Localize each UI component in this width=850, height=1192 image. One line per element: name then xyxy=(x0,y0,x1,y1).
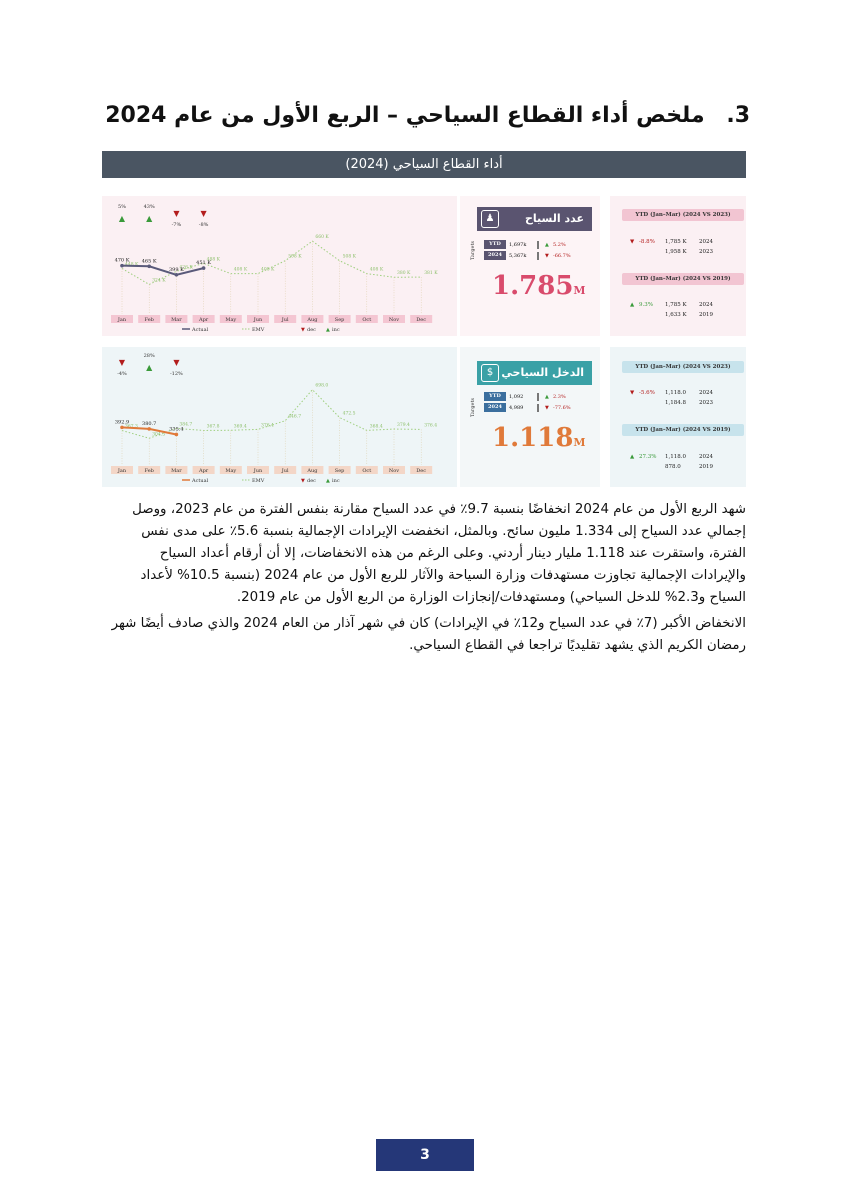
up-arrow-icon: ▲ xyxy=(146,214,153,223)
down-arrow-icon: ▼ xyxy=(200,209,207,218)
tourists-title: عدد السياح xyxy=(525,212,584,225)
legend-label: EMV xyxy=(252,478,265,484)
tourists-kpi-header xyxy=(477,207,592,231)
change-label: -12% xyxy=(169,371,183,377)
down-arrow-icon: ▼ xyxy=(630,239,635,245)
change-label: -4% xyxy=(117,371,127,377)
target-pct: -66.7% xyxy=(553,252,571,259)
month-label: May xyxy=(225,317,237,323)
revenue-panel xyxy=(102,347,746,487)
target-row xyxy=(484,240,575,249)
target-pct: 5.2% xyxy=(553,241,566,248)
ytd-value: 1,633 K xyxy=(665,312,687,318)
revenue-total-unit: M xyxy=(573,436,586,449)
tourists-chart xyxy=(102,196,457,336)
actual-data-label: 465 K xyxy=(141,258,157,265)
emv-data-label: 376.4 xyxy=(261,423,274,429)
ytd-year: 2019 xyxy=(699,312,713,318)
up-arrow-icon: ▲ xyxy=(146,363,153,372)
legend-label: Actual xyxy=(192,478,209,484)
down-arrow-icon: ▼ xyxy=(630,390,635,396)
actual-data-label: 470 K xyxy=(114,257,130,264)
target-value: 1,697k xyxy=(509,241,527,248)
change-label: -7% xyxy=(171,222,182,228)
target-label: 2024 xyxy=(484,251,506,260)
emv-data-label: 384.7 xyxy=(179,422,193,428)
down-arrow-icon: ▼ xyxy=(173,358,180,367)
ytd-year: 2024 xyxy=(699,302,713,308)
down-arrow-icon: ▼ xyxy=(118,358,126,367)
legend-label: dec xyxy=(307,327,316,333)
revenue-kpi-header xyxy=(477,361,592,385)
month-label: Aug xyxy=(307,317,318,323)
emv-data-label: 472.5 xyxy=(342,411,356,417)
month-label: Mar xyxy=(171,317,182,323)
month-label: Jun xyxy=(253,468,263,474)
tourists-total xyxy=(492,271,586,301)
tourists-targets-table xyxy=(484,240,575,262)
ytd-year: 2024 xyxy=(699,454,713,460)
targets-label: Targets xyxy=(470,397,476,417)
emv-data-label: 379.4 xyxy=(397,423,410,429)
month-label: Jul xyxy=(281,468,289,474)
target-row xyxy=(484,251,575,260)
targets-label: Targets xyxy=(470,240,476,260)
emv-data-label: 367.8 xyxy=(206,424,220,430)
emv-data-label: 381 K xyxy=(424,271,438,277)
ytd-year: 2023 xyxy=(699,400,713,406)
ytd-pct: -8.8% xyxy=(639,239,655,245)
ytd-2023-title: YTD (Jan–Mar) (2024 VS 2023) xyxy=(622,361,744,373)
month-label: Nov xyxy=(388,317,400,323)
emv-data-label: 408 K xyxy=(233,267,248,273)
legend-label: inc xyxy=(332,478,340,484)
target-pct: 2.3% xyxy=(553,393,566,400)
month-label: Jan xyxy=(117,468,127,474)
ytd-2019-title: YTD (Jan–Mar) (2024 VS 2019) xyxy=(622,273,744,285)
ytd-year: 2019 xyxy=(699,464,713,470)
revenue-total-value: 1.118 xyxy=(492,423,574,453)
emv-data-label: 408 K xyxy=(261,267,275,273)
month-label: Mar xyxy=(171,468,182,474)
up-arrow-icon: ▲ xyxy=(630,302,635,308)
legend-label: Actual xyxy=(192,327,209,333)
ytd-year: 2023 xyxy=(699,249,713,255)
actual-point xyxy=(175,433,179,437)
emv-data-label: 448 K xyxy=(125,262,139,268)
legend-inc-icon: ▲ xyxy=(326,327,330,333)
emv-data-label: 367.3 xyxy=(125,424,138,430)
month-label: Sep xyxy=(334,468,345,474)
target-row xyxy=(484,392,575,401)
up-arrow-icon: ▲ xyxy=(545,393,549,400)
target-value: 4,989 xyxy=(509,404,524,411)
legend-inc-icon: ▲ xyxy=(326,478,330,484)
actual-point xyxy=(147,427,151,431)
tourists-total-unit: M xyxy=(573,284,586,297)
legend-label: dec xyxy=(307,478,316,484)
month-label: Dec xyxy=(416,468,427,474)
section-heading xyxy=(105,103,750,128)
emv-data-label: 369.4 xyxy=(233,424,247,430)
emv-series-line xyxy=(122,390,421,439)
change-label: 28% xyxy=(143,353,155,359)
month-label: Oct xyxy=(362,317,372,323)
up-arrow-icon: ▲ xyxy=(118,214,126,223)
emv-data-label: 324 K xyxy=(152,278,166,284)
change-label: -8% xyxy=(198,222,209,228)
emv-data-label: 508 K xyxy=(288,254,302,260)
month-label: Jun xyxy=(253,317,263,323)
ytd-value: 1,184.8 xyxy=(665,400,686,406)
ytd-value: 1,958 K xyxy=(665,249,687,255)
actual-data-label: 399 K xyxy=(168,266,184,273)
emv-data-label: 488 K xyxy=(206,257,220,263)
month-label: May xyxy=(225,468,237,474)
target-label: YTD xyxy=(484,392,506,401)
change-label: 43% xyxy=(143,204,155,210)
emv-data-label: 376.4 xyxy=(424,423,438,429)
emv-data-label: 304.5 xyxy=(152,432,166,438)
money-icon: $ xyxy=(481,364,499,382)
tourists-panel xyxy=(102,196,746,336)
legend-label: EMV xyxy=(252,327,265,333)
ytd-year: 2024 xyxy=(699,390,713,396)
actual-point xyxy=(175,273,179,277)
up-arrow-icon: ▲ xyxy=(630,454,635,460)
revenue-chart xyxy=(102,347,457,487)
revenue-total xyxy=(492,423,586,453)
emv-data-label: 408 K xyxy=(369,267,384,273)
dashboard-banner: أداء القطاع السياحي (2024) xyxy=(102,151,746,178)
target-label: 2024 xyxy=(484,403,506,412)
emv-data-label: 368.4 xyxy=(369,424,383,430)
target-value: 5,367k xyxy=(509,252,527,259)
page-number: 3 xyxy=(376,1139,474,1171)
down-arrow-icon: ▼ xyxy=(545,252,549,259)
month-label: Nov xyxy=(388,468,400,474)
month-label: Feb xyxy=(144,468,154,474)
target-label: YTD xyxy=(484,240,506,249)
ytd-value: 1,118.0 xyxy=(665,454,686,460)
month-label: Oct xyxy=(362,468,372,474)
ytd-value: 878.0 xyxy=(665,464,681,470)
target-row xyxy=(484,403,575,412)
down-arrow-icon: ▼ xyxy=(545,404,549,411)
emv-series-line xyxy=(122,241,421,284)
ytd-2019-title: YTD (Jan–Mar) (2024 VS 2019) xyxy=(622,424,744,436)
actual-point xyxy=(147,264,151,268)
tourist-icon: ♟ xyxy=(481,210,499,228)
section-number: 3. xyxy=(726,103,750,128)
ytd-value: 1,785 K xyxy=(665,239,687,245)
ytd-pct: 9.3% xyxy=(639,302,653,308)
ytd-2019-data xyxy=(630,452,719,472)
ytd-pct: 27.3% xyxy=(639,454,657,460)
actual-data-label: 392.9 xyxy=(114,419,130,426)
month-label: Jul xyxy=(281,317,289,323)
ytd-year: 2024 xyxy=(699,239,713,245)
actual-point xyxy=(120,264,124,268)
revenue-targets-table xyxy=(484,392,575,414)
emv-data-label: 660 K xyxy=(315,235,329,241)
month-label: Jan xyxy=(117,317,127,323)
change-label: 5% xyxy=(118,204,126,210)
month-label: Apr xyxy=(198,317,209,323)
actual-point xyxy=(202,266,206,270)
ytd-2019-data xyxy=(630,300,719,320)
emv-data-label: 380 K xyxy=(397,271,411,277)
legend-dec-icon: ▼ xyxy=(301,327,305,333)
actual-data-label: 335.4 xyxy=(169,426,184,433)
legend-label: inc xyxy=(332,327,340,333)
target-pct: -77.6% xyxy=(553,404,571,411)
ytd-value: 1,118.0 xyxy=(665,390,686,396)
tourists-total-value: 1.785 xyxy=(492,271,574,301)
paragraph-march-decline: الانخفاض الأكبر (7٪ في عدد السياح و12٪ في الإيرادات) كان في شهر آذار من العام 2024 والذي صادف أيضًا شهر رمضان الكريم الذي يشهد تقليديًا تراجعا في القطاع السياحي. xyxy=(111,616,746,653)
target-value: 1,092 xyxy=(509,393,524,400)
ytd-2023-title: YTD (Jan–Mar) (2024 VS 2023) xyxy=(622,209,744,221)
actual-data-label: 380.7 xyxy=(142,420,157,427)
actual-point xyxy=(120,426,124,430)
emv-data-label: 508 K xyxy=(342,254,356,260)
revenue-title: الدخل السياحي xyxy=(501,366,584,379)
month-label: Apr xyxy=(198,468,209,474)
month-label: Dec xyxy=(416,317,427,323)
ytd-pct: -5.6% xyxy=(639,390,655,396)
actual-data-label: 451 K xyxy=(196,260,212,267)
month-label: Aug xyxy=(307,468,318,474)
down-arrow-icon: ▼ xyxy=(173,209,180,218)
month-label: Sep xyxy=(334,317,345,323)
ytd-value: 1,785 K xyxy=(665,302,687,308)
legend-dec-icon: ▼ xyxy=(301,478,305,484)
up-arrow-icon: ▲ xyxy=(545,241,549,248)
section-title: ملخص أداء القطاع السياحي – الربع الأول من عام 2024 xyxy=(105,103,705,128)
ytd-2023-data xyxy=(630,388,719,408)
emv-data-label: 446.7 xyxy=(288,414,302,420)
emv-data-label: 698.0 xyxy=(315,383,329,389)
month-label: Feb xyxy=(144,317,154,323)
paragraph-summary: شهد الربع الأول من عام 2024 انخفاضًا بنسبة 9.7٪ في عدد السياح مقارنة بنفس الفترة من عام 2023، ووصل إجمالي عدد السياح إلى 1.334 مليون سائح. وبالمثل، انخفضت الإيرادات الإجمالية بنسبة 5.6٪ على مدى نفس الفترة، واستقرت عند 1.118 مليار دينار أردني. وعلى الرغم من هذه الانخفاضات، إلا أن أرقام أعداد السياح والإيرادات الإجمالية تجاوزت مستهدفات وزارة السياحة والآثار للربع الأول من عام 2024 (بنسبة 10.5% لأعداد السياح و2.3% للدخل السياحي) ومستهدفات/إنجازات الوزارة من الربع الأول من عام 2019. xyxy=(132,502,746,605)
emv-data-label: 426 K xyxy=(179,265,193,271)
ytd-2023-data xyxy=(630,237,719,257)
